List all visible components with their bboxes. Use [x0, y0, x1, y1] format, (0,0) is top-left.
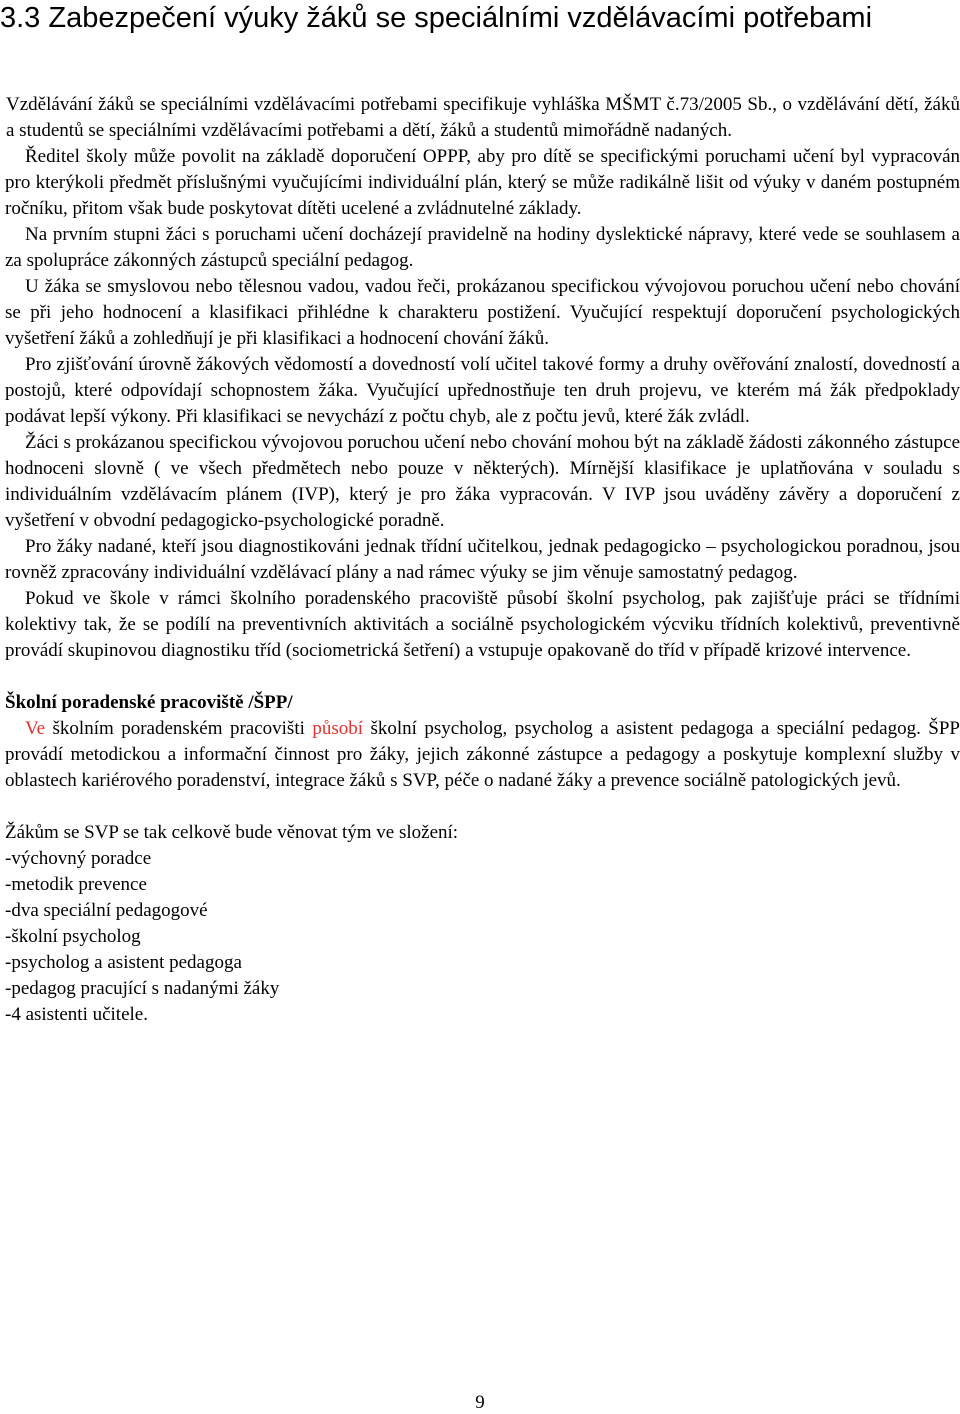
team-list: [5, 846, 960, 1028]
list-item: -metodik prevence: [5, 874, 147, 895]
paragraph-assessment-disability: U žáka se smyslovou nebo tělesnou vadou, vadou řeči, prokázanou specifickou vývojovou poruchou učení nebo chování se při jeho hodnocení a klasifikaci přihlédne k charakteru postižení. Vyučující respektují doporučení psychologických vyšetření žáků a zohledňují je při klasifikaci a hodnocení chování žáků.: [5, 276, 960, 349]
list-item: -dva speciální pedagogové: [5, 900, 208, 921]
highlight-word-ve: Ve: [25, 718, 46, 739]
spp-text-part-a: školním poradenském pracovišti: [45, 718, 313, 739]
paragraph-verification-forms: Pro zjišťování úrovně žákových vědomostí a dovedností volí učitel takové formy a druhy ověřování znalostí, dovedností a postojů, které odpovídají schopnostem žáka. Vyučující upřednostňuje ten druh projevu, ve kterém má žák předpoklady podávat lepší výkony. Při klasifikaci se nevychází z počtu chyb, ale z počtu jevů, které žák zvládl.: [5, 354, 960, 427]
page-number: 9: [475, 1392, 485, 1413]
paragraph-verbal-assessment: Žáci s prokázanou specifickou vývojovou poruchou učení nebo chování mohou být na základě žádosti zákonného zástupce hodnoceni slovně ( ve všech předmětech nebo pouze v některých). Mírnější klasifikace je uplatňována v souladu s individuálním vzdělávacím plánem (IVP), který je pro žáka vypracován. V IVP jsou uváděny závěry a doporučení z vyšetření v obvodní pedagogicko-psychologické poradně.: [5, 432, 960, 531]
section-title: 3.3 Zabezpečení výuky žáků se speciálními vzdělávacími potřebami: [0, 2, 873, 34]
spp-heading: Školní poradenské pracoviště /ŠPP/: [5, 692, 293, 713]
list-item: -školní psycholog: [5, 926, 141, 947]
team-intro: Žákům se SVP se tak celkově bude věnovat tým ve složení:: [5, 822, 459, 843]
paragraph-school-psychologist: Pokud ve škole v rámci školního poradenského pracoviště působí školní psycholog, pak zajišťuje práci se třídními kolektivy tak, že se podílí na preventivních aktivitách a sociálně psychologickém výcviku třídních kolektivů, preventivně provádí skupinovou diagnostiku tříd (sociometrická šetření) a vstupuje opakovaně do tříd v případě krizové intervence.: [5, 588, 960, 661]
spp-text-part-b: školní psycholog, psycholog a asistent pedagoga a speciální pedagog. ŠPP provádí metodickou a informační činnost pro žáky, jejich zákonné zástupce a pedagogy a poskytuje komplexní služby v oblastech kariérového poradenství, integrace žáků s SVP, péče o nadané žáky a prevence sociálně patologických jevů.: [5, 718, 960, 791]
paragraph-legislation: Vzdělávání žáků se speciálními vzdělávacími potřebami specifikuje vyhláška MŠMT č.73/2005 Sb., o vzdělávání dětí, žáků a studentů se speciálními vzdělávacími potřebami a dětí, žáků a studentů mimořádně nadaných.: [6, 94, 960, 141]
paragraph-dyslexia-remedy: Na prvním stupni žáci s poruchami učení docházejí pravidelně na hodiny dyslektické nápravy, které vede se souhlasem a za spolupráce zákonných zástupců speciální pedagog.: [5, 224, 960, 271]
paragraph-gifted-pupils: Pro žáky nadané, kteří jsou diagnostikováni jednak třídní učitelkou, jednak pedagogicko – psychologickou poradnou, jsou rovněž zpracovány individuální vzdělávací plány a nad rámec výuky se jim věnuje samostatný pedagog.: [5, 536, 960, 583]
list-item: -výchovný poradce: [5, 848, 152, 869]
highlight-word-pusobi: působí: [312, 718, 364, 739]
paragraph-spp: [5, 716, 960, 794]
paragraph-individual-plan: Ředitel školy může povolit na základě doporučení OPPP, aby pro dítě se specifickými poruchami učení byl vypracován pro kterýkoli předmět příslušnými vyučujícími individuální plán, který se může radikálně lišit od výuky v daném postupném ročníku, přitom však bude poskytovat dítěti ucelené a zvládnutelné základy.: [5, 146, 960, 219]
section-body: [5, 92, 960, 1028]
list-item: -psycholog a asistent pedagoga: [5, 952, 242, 973]
list-item: -pedagog pracující s nadanými žáky: [5, 978, 280, 999]
list-item: -4 asistenti učitele.: [5, 1004, 148, 1025]
